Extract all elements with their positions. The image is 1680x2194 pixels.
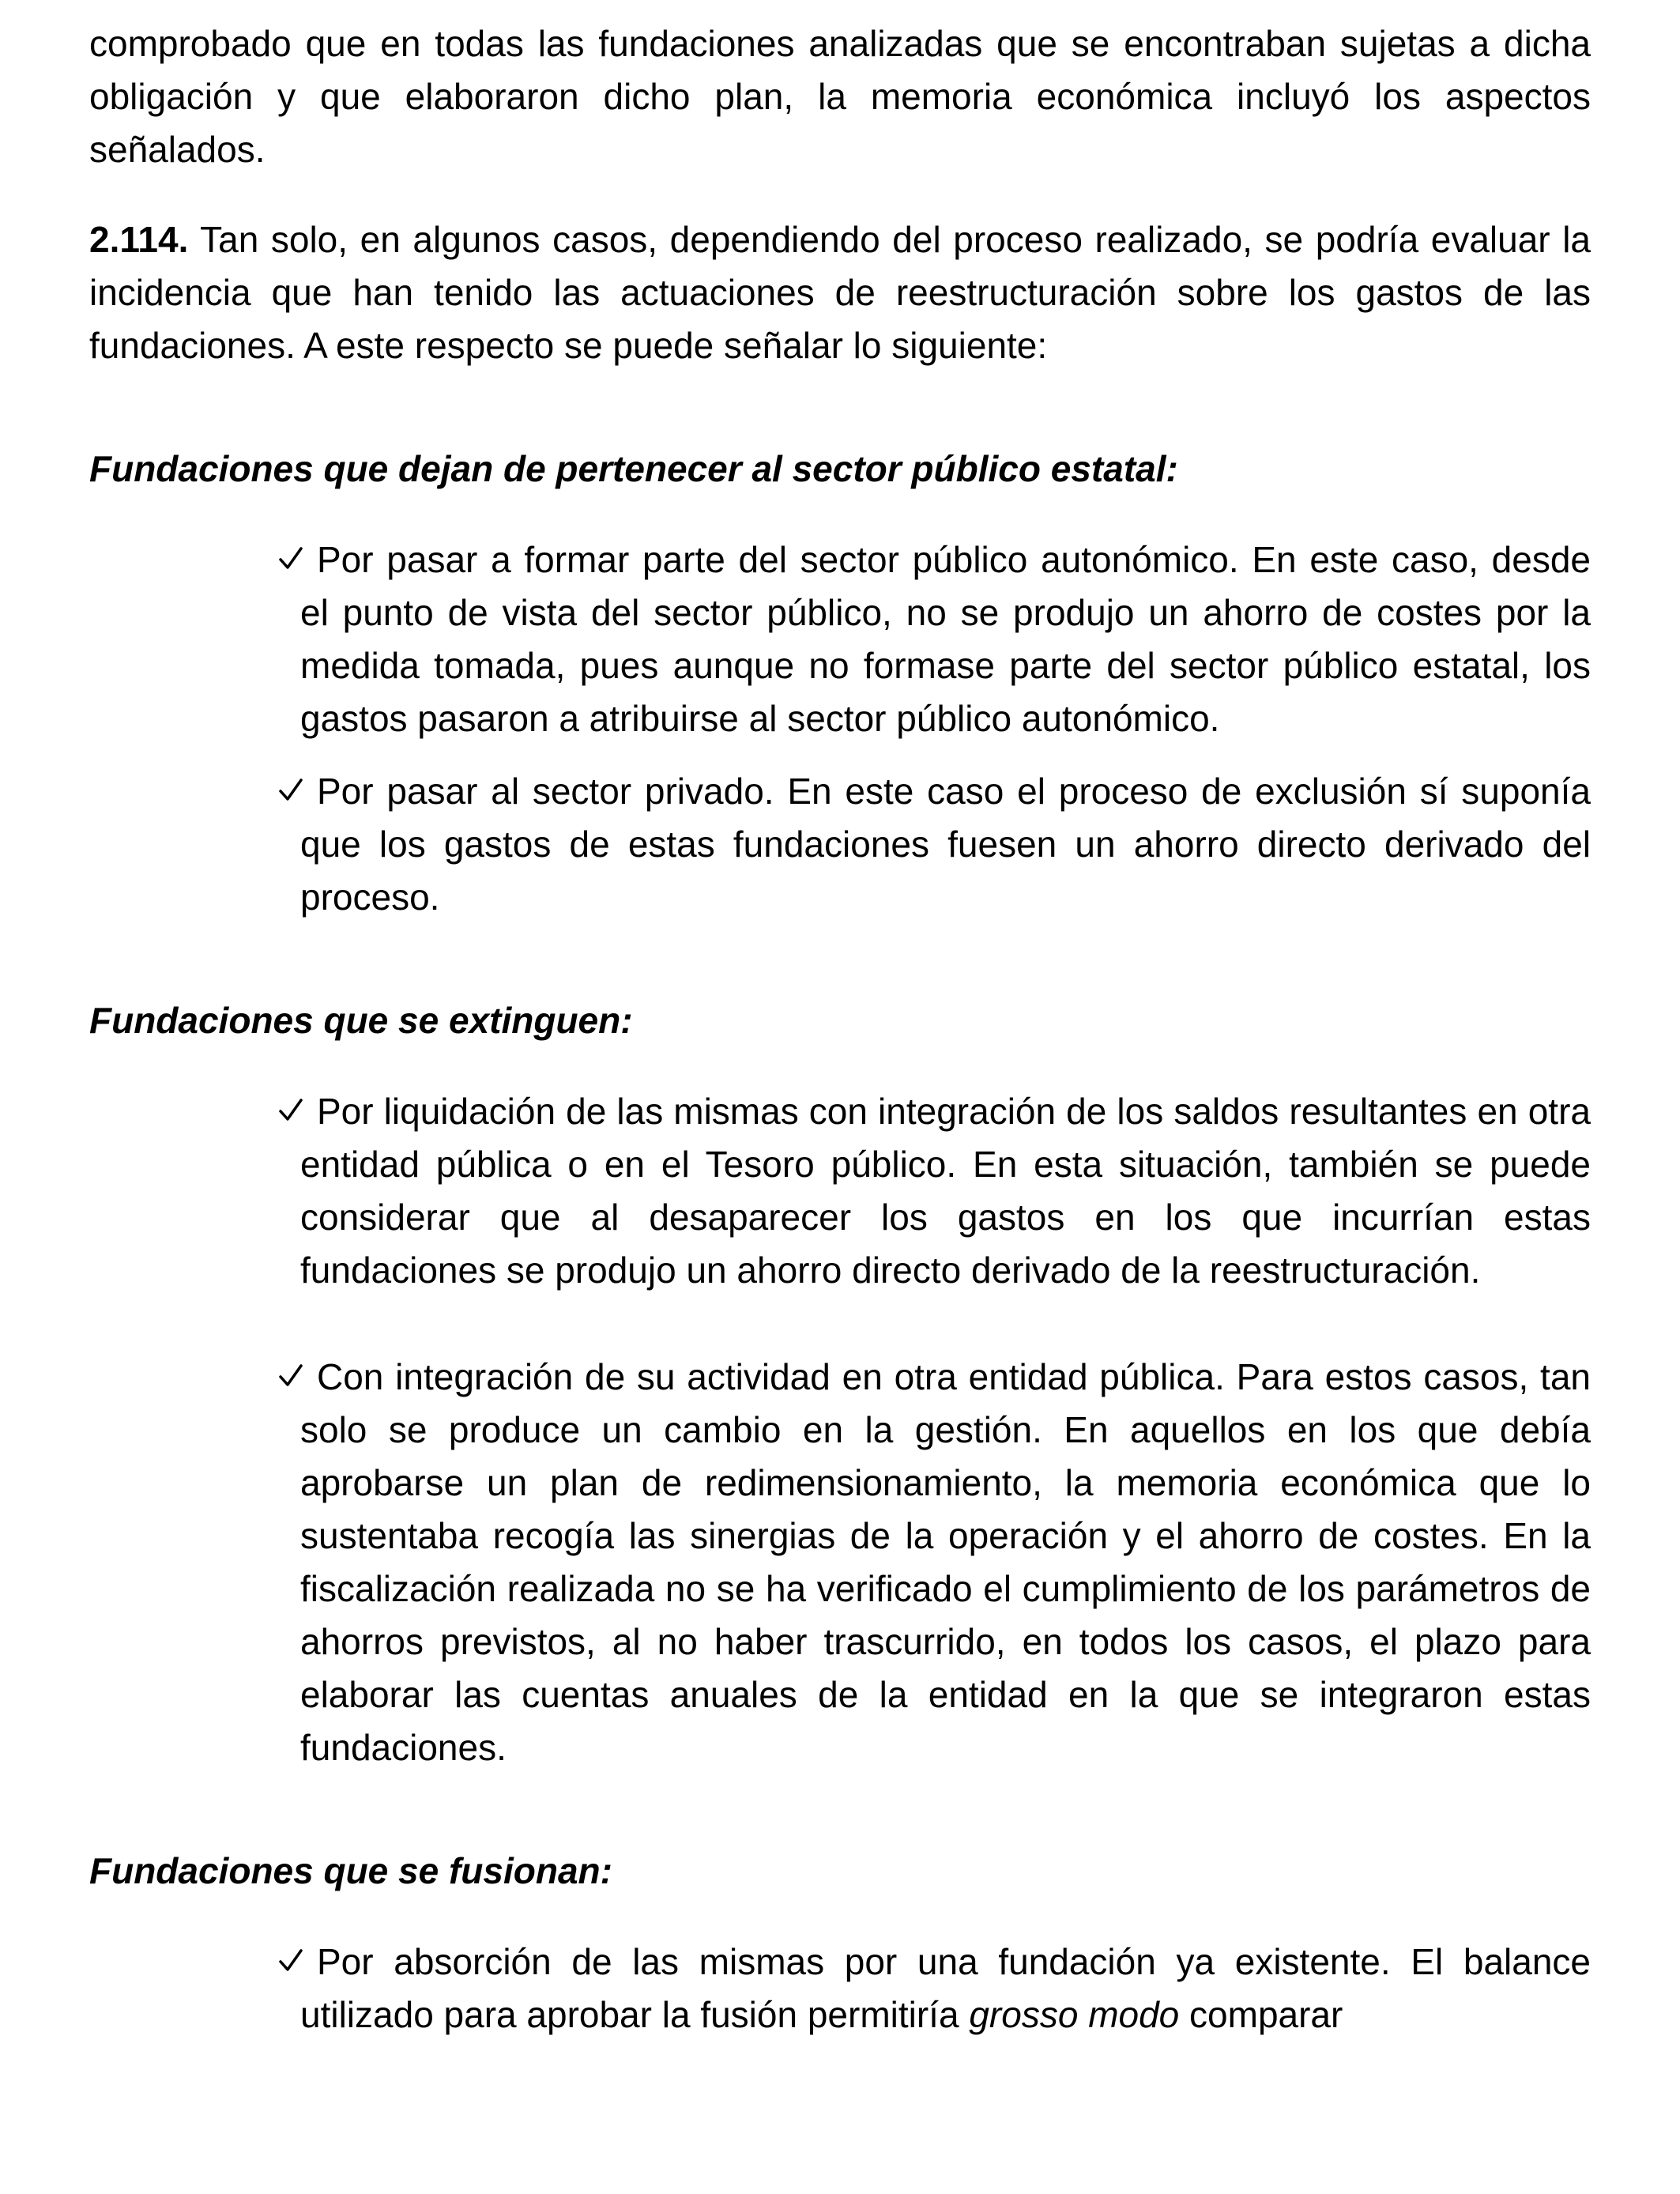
checklist-fusionan — [89, 1936, 1591, 2041]
checkmark-icon — [279, 1363, 299, 1389]
section-heading-fusionan: Fundaciones que se fusionan: — [89, 1850, 612, 1891]
list-item-text-end: comparar — [1189, 1994, 1343, 2035]
list-item — [300, 1085, 1591, 1297]
checkmark-icon — [279, 777, 299, 804]
intro-paragraph: comprobado que en todas las fundaciones analizadas que se encontraban sujetas a dicha obligación y que elaboraron dicho plan, la memoria económica incluyó los aspectos señalados. — [89, 23, 1591, 170]
list-item-text: Por liquidación de las mismas con integración de los saldos resultantes en otra entidad pública o en el Tesoro público. En esta situación, también se puede considerar que al desaparecer los gastos en los que incurrían estas fundaciones se produjo un ahorro directo derivado de la reestructuración. — [300, 1091, 1591, 1291]
checklist-sector-publico — [89, 533, 1591, 924]
list-item-text: Por pasar a formar parte del sector público autonómico. En este caso, desde el punto de vista del sector público, no se produjo un ahorro de costes por la medida tomada, pues aunque no formase parte del sector público estatal, los gastos pasaron a atribuirse al sector público autonómico. — [300, 539, 1591, 739]
section-heading-extinguen: Fundaciones que se extinguen: — [89, 1000, 633, 1041]
checkmark-icon — [279, 1097, 299, 1124]
list-item — [300, 1936, 1591, 2041]
document-page — [89, 17, 1591, 2041]
list-item-text: Por pasar al sector privado. En este caso el proceso de exclusión sí suponía que los gastos de estas fundaciones fuesen un ahorro directo derivado del proceso. — [300, 771, 1591, 918]
checkmark-icon — [279, 545, 299, 572]
list-item — [300, 1351, 1591, 1774]
list-item-text: Por absorción de las mismas por una fundación ya existente. El balance utilizado para aprobar la fusión permitiría — [300, 1941, 1591, 2035]
paragraph-2-114 — [89, 213, 1591, 372]
paragraph-text: Tan solo, en algunos casos, dependiendo del proceso realizado, se podría evaluar la incidencia que han tenido las actuaciones de reestructuración sobre los gastos de las fundaciones. A este respecto se puede señalar lo siguiente: — [89, 219, 1591, 366]
paragraph-number: 2.114. — [89, 219, 189, 260]
checklist-extinguen — [89, 1085, 1591, 1774]
checkmark-icon — [279, 1947, 299, 1974]
list-item — [300, 533, 1591, 745]
list-item — [300, 765, 1591, 924]
italic-phrase: grosso modo — [969, 1994, 1180, 2035]
list-item-text: Con integración de su actividad en otra entidad pública. Para estos casos, tan solo se produce un cambio en la gestión. En aquellos en los que debía aprobarse un plan de redimensionamiento, la memoria económica que lo sustentaba recogía las sinergias de la operación y el ahorro de costes. En la fiscalización realizada no se ha verificado el cumplimiento de los parámetros de ahorros previstos, al no haber trascurrido, en todos los casos, el plazo para elaborar las cuentas anuales de la entidad en la que se integraron estas fundaciones. — [300, 1356, 1591, 1768]
section-heading-sector-publico: Fundaciones que dejan de pertenecer al sector público estatal: — [89, 448, 1178, 489]
